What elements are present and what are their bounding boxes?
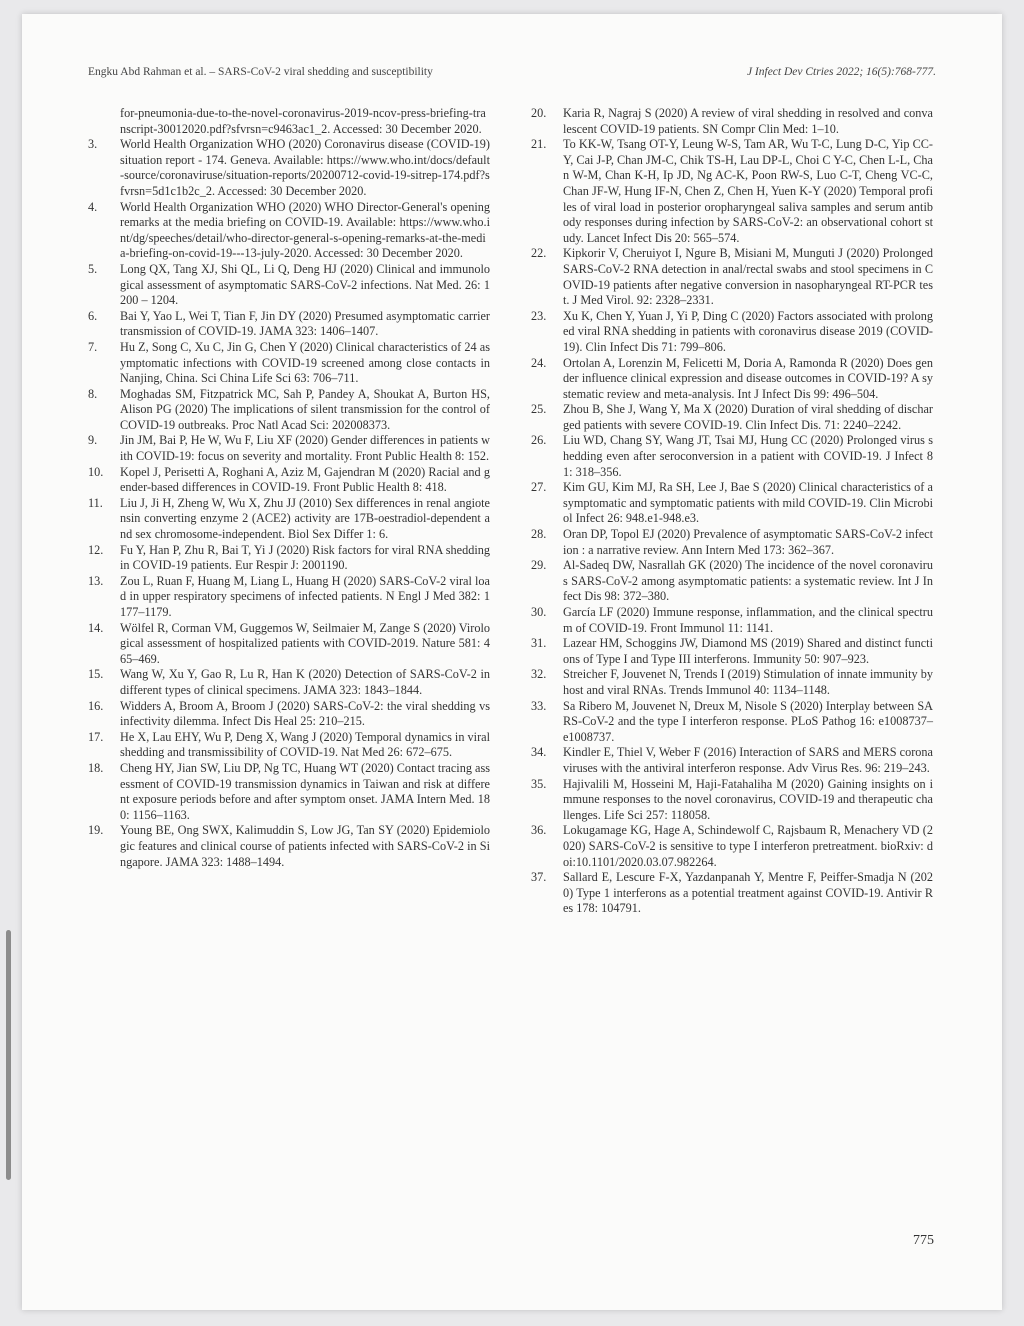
reference-entry [88, 496, 490, 543]
reference-continuation: for-pneumonia-due-to-the-novel-coronavirus-2019-ncov-press-briefing-transcript-30012020.pdf?sfvrsn=c9463ac1_2. Accessed: 30 December 2020. [120, 106, 486, 136]
reference-number: 16. [88, 698, 104, 713]
reference-text: World Health Organization WHO (2020) Coronavirus disease (COVID-19) situation report - 174. Geneva. Available: https://www.who.int/docs/default-source/coronaviruse/situation-reports/20200712-covid-19-sitrep-174.pdf?sfvrsn=5d1c1b2c_2. Accessed: 30 December 2020. [120, 137, 490, 198]
reference-number: 22. [531, 246, 547, 261]
reference-text: Hajivalili M, Hosseini M, Haji-Fatahaliha M (2020) Gaining insights on immune responses to the novel coronavirus, COVID-19 and therapeutic challenges. Life Sci 257: 118058. [563, 776, 933, 822]
reference-entry [88, 387, 490, 434]
reference-text: Cheng HY, Jian SW, Liu DP, Ng TC, Huang WT (2020) Contact tracing assessment of COVID-19 transmission dynamics in Taiwan and risk at different exposure periods before and after symptom onset. JAMA Intern Med. 180: 1156–1163. [120, 760, 490, 822]
reference-number: 9. [88, 433, 98, 448]
reference-entry [88, 543, 490, 574]
reference-number: 19. [88, 823, 104, 838]
header-journal-citation: J Infect Dev Ctries 2022; 16(5):768-777. [746, 66, 936, 78]
reference-entry [531, 605, 933, 636]
reference-text: Hu Z, Song C, Xu C, Jin G, Chen Y (2020) Clinical characteristics of 24 asymptomatic infections with COVID-19 screened among close contacts in Nanjing, China. Sci China Life Sci 63: 706–711. [120, 339, 490, 386]
reference-text: Bai Y, Yao L, Wei T, Tian F, Jin DY (2020) Presumed asymptomatic carrier transmission of COVID-19. JAMA 323: 1406–1407. [120, 308, 490, 339]
reference-number: 27. [531, 480, 547, 495]
reference-entry [531, 636, 933, 667]
reference-text: Lazear HM, Schoggins JW, Diamond MS (2019) Shared and distinct functions of Type I and Type III interferons. Immunity 50: 907–923. [563, 636, 933, 666]
reference-text: Wölfel R, Corman VM, Guggemos W, Seilmaier M, Zange S (2020) Virological assessment of hospitalized patients with COVID-2019. Nature 581: 465–469. [120, 620, 490, 666]
reference-entry [88, 574, 490, 621]
reference-text: Xu K, Chen Y, Yuan J, Yi P, Ding C (2020) Factors associated with prolonged viral RNA shedding in patients with coronavirus disease 2019 (COVID-19). Clin Infect Dis 71: 799–806. [563, 308, 933, 354]
reference-text: Kim GU, Kim MJ, Ra SH, Lee J, Bae S (2020) Clinical characteristics of asymptomatic and symptomatic patients with mild COVID-19. Clin Microbiol Infect 26: 948.e1-948.e3. [563, 480, 933, 526]
reference-entry [88, 262, 490, 309]
reference-number: 34. [531, 745, 547, 760]
running-header [88, 66, 936, 82]
reference-number: 13. [88, 573, 104, 588]
references-column-right [531, 106, 933, 917]
reference-entry [531, 106, 933, 137]
reference-text: Kindler E, Thiel V, Weber F (2016) Interaction of SARS and MERS coronaviruses with the antiviral interferon response. Adv Virus Res. 96: 219–243. [563, 745, 933, 775]
reference-number: 12. [88, 542, 104, 557]
reference-number: 20. [531, 106, 547, 120]
reference-number: 15. [88, 667, 104, 682]
reference-entry [531, 402, 933, 433]
reference-number: 7. [88, 339, 98, 354]
reference-number: 29. [531, 558, 547, 573]
reference-entry [88, 137, 490, 199]
reference-text: García LF (2020) Immune response, inflammation, and the clinical spectrum of COVID-19. Front Immunol 11: 1141. [563, 605, 933, 635]
reference-text: Jin JM, Bai P, He W, Wu F, Liu XF (2020) Gender differences in patients with COVID-19: focus on severity and mortality. Front Public Health 8: 152. [120, 433, 490, 464]
reference-entry [88, 200, 490, 262]
reference-entry [531, 356, 933, 403]
reference-text: Al-Sadeq DW, Nasrallah GK (2020) The incidence of the novel coronavirus SARS-CoV-2 among asymptomatic patients: a systematic review. Int J Infect Dis 98: 372–380. [563, 558, 933, 604]
reference-number: 23. [531, 308, 547, 323]
reference-number: 17. [88, 729, 104, 744]
reference-number: 11. [88, 495, 103, 510]
reference-number: 32. [531, 667, 547, 682]
references-column-left [88, 106, 490, 870]
reference-number: 14. [88, 620, 104, 635]
reference-text: Long QX, Tang XJ, Shi QL, Li Q, Deng HJ (2020) Clinical and immunological assessment of asymptomatic SARS-CoV-2 infections. Nat Med. 26: 1200 – 1204. [120, 261, 490, 308]
reference-entry [531, 433, 933, 480]
reference-number: 24. [531, 355, 547, 370]
reference-text: Liu J, Ji H, Zheng W, Wu X, Zhu JJ (2010) Sex differences in renal angiotensin converting enzyme 2 (ACE2) activity are 17B-oestradiol-dependent and sex chromosome-independent. Biol Sex Differ 1: 6. [120, 495, 490, 542]
reference-number: 5. [88, 261, 98, 276]
reference-entry [531, 137, 933, 246]
reference-number: 28. [531, 527, 547, 542]
reference-text: Oran DP, Topol EJ (2020) Prevalence of asymptomatic SARS-CoV-2 infection : a narrative review. Ann Intern Med 173: 362–367. [563, 527, 933, 557]
reference-text: World Health Organization WHO (2020) WHO Director-General's opening remarks at the media briefing on COVID-19. Available: https://www.who.int/dg/speeches/detail/who-director-general-s-opening-remarks-at-the-media-briefing-on-covid-19---13-july-2020. Accessed: 30 December 2020. [120, 199, 490, 261]
reference-number: 3. [88, 137, 98, 152]
reference-entry [531, 309, 933, 356]
reference-number: 18. [88, 760, 104, 775]
reference-text: Liu WD, Chang SY, Wang JT, Tsai MJ, Hung CC (2020) Prolonged virus shedding even after seroconversion in a patient with COVID-19. J Infect 81: 318–356. [563, 433, 933, 479]
reference-number: 21. [531, 137, 547, 152]
reference-entry [531, 745, 933, 776]
reference-number: 30. [531, 605, 547, 619]
reference-text: He X, Lau EHY, Wu P, Deng X, Wang J (2020) Temporal dynamics in viral shedding and transmissibility of COVID-19. Nat Med 26: 672–675. [120, 729, 490, 760]
reference-entry [531, 480, 933, 527]
reference-number: 10. [88, 464, 104, 479]
reference-entry [531, 699, 933, 746]
reference-text: Moghadas SM, Fitzpatrick MC, Sah P, Pandey A, Shoukat A, Burton HS, Alison PG (2020) The implications of silent transmission for the control of COVID-19 outbreaks. Proc Natl Acad Sci: 202008373. [120, 386, 490, 432]
reference-entry [88, 309, 490, 340]
reference-text: Wang W, Xu Y, Gao R, Lu R, Han K (2020) Detection of SARS-CoV-2 in different types of clinical specimens. JAMA 323: 1843–1844. [120, 667, 490, 697]
reference-number: 25. [531, 402, 547, 417]
reference-text: Streicher F, Jouvenet N, Trends I (2019) Stimulation of innate immunity by host and viral RNAs. Trends Immunol 40: 1134–1148. [563, 667, 933, 697]
reference-entry [88, 823, 490, 870]
reference-text: Fu Y, Han P, Zhu R, Bai T, Yi J (2020) Risk factors for viral RNA shedding in COVID-19 patients. Eur Respir J: 2001190. [120, 542, 490, 573]
scrollbar[interactable] [6, 930, 11, 1180]
reference-text: Lokugamage KG, Hage A, Schindewolf C, Rajsbaum R, Menachery VD (2020) SARS-CoV-2 is sensitive to type I interferon pretreatment. bioRxiv: doi:10.1101/2020.03.07.982264. [563, 823, 933, 869]
reference-entry [88, 465, 490, 496]
reference-entry [88, 340, 490, 387]
page-number: 775 [913, 1233, 934, 1248]
reference-number: 36. [531, 823, 547, 838]
reference-number: 6. [88, 308, 98, 323]
reference-number: 33. [531, 698, 547, 713]
reference-entry [88, 667, 490, 698]
reference-entry [88, 730, 490, 761]
reference-text: Karia R, Nagraj S (2020) A review of viral shedding in resolved and convalescent COVID-19 patients. SN Compr Clin Med: 1–10. [563, 106, 933, 136]
reference-entry [531, 527, 933, 558]
reference-entry [531, 667, 933, 698]
reference-entry [88, 699, 490, 730]
reference-text: Widders A, Broom A, Broom J (2020) SARS-CoV-2: the viral shedding vs infectivity dilemma. Infect Dis Heal 25: 210–215. [120, 698, 490, 729]
reference-text: Zou L, Ruan F, Huang M, Liang L, Huang H (2020) SARS-CoV-2 viral load in upper respiratory specimens of infected patients. N Engl J Med 382: 1177–1179. [120, 573, 490, 619]
reference-entry [531, 870, 933, 917]
reference-number: 8. [88, 386, 98, 401]
header-authors-title: Engku Abd Rahman et al. – SARS-CoV-2 viral shedding and susceptibility [88, 66, 433, 78]
reference-number: 31. [531, 636, 547, 651]
reference-text: Kipkorir V, Cheruiyot I, Ngure B, Misiani M, Munguti J (2020) Prolonged SARS-CoV-2 RNA detection in anal/rectal swabs and stool specimens in COVID-19 patients after negative conversion in nasopharyngeal RT-PCR test. J Med Virol. 92: 2328–2331. [563, 246, 933, 308]
reference-entry [88, 433, 490, 464]
reference-entry [88, 621, 490, 668]
reference-entry [531, 246, 933, 308]
reference-number: 35. [531, 776, 547, 791]
reference-text: Kopel J, Perisetti A, Roghani A, Aziz M, Gajendran M (2020) Racial and gender-based differences in COVID-19. Front Public Health 8: 418. [120, 464, 490, 495]
reference-text: Zhou B, She J, Wang Y, Ma X (2020) Duration of viral shedding of discharged patients with severe COVID-19. Clin Infect Dis. 71: 2240–2242. [563, 402, 933, 432]
reference-text: Sa Ribero M, Jouvenet N, Dreux M, Nisole S (2020) Interplay between SARS-CoV-2 and the type I interferon response. PLoS Pathog 16: e1008737–e1008737. [563, 698, 933, 744]
reference-text: Young BE, Ong SWX, Kalimuddin S, Low JG, Tan SY (2020) Epidemiologic features and clinical course of patients infected with SARS-CoV-2 in Singapore. JAMA 323: 1488–1494. [120, 823, 490, 869]
reference-text: Ortolan A, Lorenzin M, Felicetti M, Doria A, Ramonda R (2020) Does gender influence clinical expression and disease outcomes in COVID-19? A systematic review and meta-analysis. Int J Infect Dis 99: 496–504. [563, 355, 933, 401]
reference-entry [531, 823, 933, 870]
reference-number: 37. [531, 870, 547, 885]
reference-text: Sallard E, Lescure F-X, Yazdanpanah Y, Mentre F, Peiffer-Smadja N (2020) Type 1 interferons as a potential treatment against COVID-19. Antivir Res 178: 104791. [563, 870, 933, 916]
reference-text: To KK-W, Tsang OT-Y, Leung W-S, Tam AR, Wu T-C, Lung D-C, Yip CC-Y, Cai J-P, Chan JM-C, Chik TS-H, Lau DP-L, Choi C Y-C, Chen L-L, Chan W-M, Chan K-H, Ip JD, Ng AC-K, Poon RW-S, Luo C-T, Cheng VC-C, Chan JF-W, Hung IF-N, Chen Z, Chen H, Yuen K-Y (2020) Temporal profiles of viral load in posterior oropharyngeal saliva samples and serum antibody responses during infection by SARS-CoV-2: an observational cohort study. Lancet Infect Dis 20: 565–574. [563, 137, 933, 245]
reference-number: 26. [531, 433, 547, 448]
reference-entry [531, 777, 933, 824]
reference-entry [88, 761, 490, 823]
reference-entry [531, 558, 933, 605]
reference-number: 4. [88, 199, 98, 214]
